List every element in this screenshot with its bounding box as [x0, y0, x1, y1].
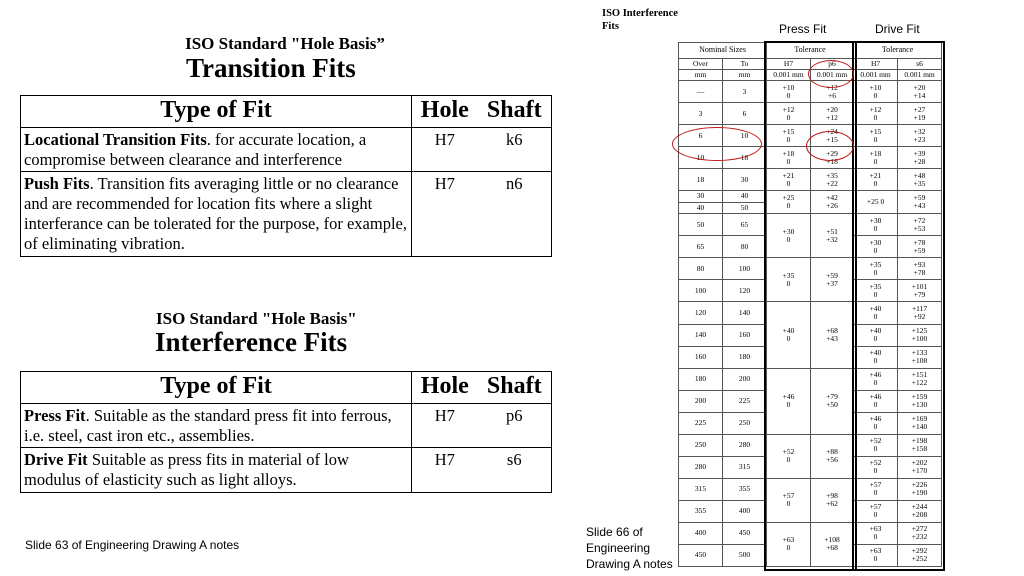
lower-deviation: 0	[786, 178, 791, 188]
upper-deviation: +25	[782, 193, 795, 203]
iso-title: ISO Interference Fits	[602, 8, 678, 32]
size-over: 280	[679, 456, 723, 478]
upper-deviation: +30	[869, 216, 882, 226]
hole-code: H7	[412, 448, 478, 493]
lower-deviation: 0	[786, 156, 791, 166]
lower-deviation: 0	[786, 400, 791, 410]
upper-deviation: +32	[913, 126, 926, 136]
lower-deviation: 0	[873, 112, 878, 122]
lower-deviation: +22	[826, 178, 838, 188]
transition-fits-table	[20, 95, 552, 257]
upper-deviation: +12	[826, 82, 838, 92]
size-over: 50	[679, 214, 723, 236]
lower-deviation: 0	[873, 134, 878, 144]
upper-deviation: +21	[782, 170, 795, 180]
lower-deviation: +28	[913, 156, 926, 166]
lower-deviation: +122	[911, 378, 928, 388]
lower-deviation: +79	[913, 289, 926, 299]
fit-desc-text: . Transition fits averaging little or no clearance and are recommended for location fits where a slight interferance can be tolerated for the purpose, for example, of eliminating vibration.	[24, 174, 407, 253]
upper-deviation: +46	[869, 392, 882, 402]
upper-deviation: +151	[911, 370, 928, 380]
size-over: 315	[679, 478, 723, 500]
upper-deviation: +57	[869, 502, 882, 512]
size-over: 450	[679, 544, 723, 566]
upper-deviation: +10	[782, 82, 795, 92]
size-to: 18	[723, 147, 767, 169]
lower-deviation: +92	[913, 311, 926, 321]
upper-deviation: +52	[869, 458, 882, 468]
size-over: 30	[679, 191, 723, 203]
fit-description	[21, 448, 412, 493]
col-header: Over	[679, 59, 723, 70]
upper-deviation: +52	[869, 436, 882, 446]
lower-deviation: +26	[826, 201, 838, 211]
upper-deviation: +59	[826, 271, 838, 281]
lower-deviation: +35	[913, 178, 926, 188]
shaft-code: k6	[478, 127, 552, 172]
transition-title: Transition Fits	[186, 53, 356, 83]
upper-deviation: +108	[824, 535, 840, 545]
lower-deviation: 0	[873, 488, 878, 498]
lower-deviation: 0	[786, 234, 791, 244]
lower-deviation: +252	[911, 554, 928, 564]
lower-deviation: +170	[911, 466, 928, 476]
lower-deviation: +78	[913, 267, 926, 277]
lower-deviation: 0	[873, 267, 878, 277]
upper-deviation: +35	[826, 170, 838, 180]
upper-deviation: +40	[869, 304, 882, 314]
size-over: 140	[679, 324, 723, 346]
size-to: 200	[723, 368, 767, 390]
upper-deviation: +27	[913, 104, 926, 114]
upper-deviation: +46	[869, 414, 882, 424]
hole-header: Hole	[412, 96, 478, 128]
size-to: 65	[723, 214, 767, 236]
lower-deviation: 0	[873, 311, 878, 321]
lower-deviation: +62	[826, 499, 838, 509]
size-to: 40	[723, 191, 767, 203]
col-header: To	[723, 59, 767, 70]
lower-deviation: +19	[913, 112, 926, 122]
lower-deviation: 0	[786, 455, 791, 465]
fit-name: Locational Transition Fits	[24, 129, 207, 149]
upper-deviation: +272	[911, 524, 928, 534]
lower-deviation: +23	[913, 134, 926, 144]
size-over: 225	[679, 412, 723, 434]
p6-header-circle	[808, 60, 854, 88]
size-over: 355	[679, 500, 723, 522]
upper-deviation: +98	[826, 491, 838, 501]
upper-deviation: +117	[911, 304, 928, 314]
drive-fit-column-box	[852, 41, 945, 571]
lower-deviation: 0	[786, 278, 791, 288]
upper-deviation: +125	[911, 326, 928, 336]
size-to: 140	[723, 302, 767, 324]
upper-deviation: +20	[826, 104, 838, 114]
lower-deviation: +59	[913, 245, 926, 255]
lower-deviation: 0	[786, 499, 791, 509]
lower-deviation: 0	[873, 223, 878, 233]
hole-code: H7	[412, 172, 478, 256]
upper-deviation: +202	[911, 458, 928, 468]
lower-deviation: 0	[873, 245, 878, 255]
lower-deviation: 0	[873, 90, 878, 100]
size-over: 3	[679, 103, 723, 125]
size-to: 225	[723, 390, 767, 412]
fit-desc-text: Suitable as press fits in material of low modulus of elasticity such as light alloys.	[24, 450, 349, 490]
upper-deviation: +101	[911, 282, 928, 292]
upper-deviation: +15	[782, 126, 795, 136]
lower-deviation: +190	[911, 488, 928, 498]
slide-63-note: Slide 63 of Engineering Drawing A notes	[25, 538, 240, 552]
size-over: —	[679, 81, 723, 103]
upper-deviation: +48	[913, 170, 926, 180]
upper-deviation: +42	[826, 193, 838, 203]
fit-desc-text: . Suitable as the standard press fit into ferrous, i.e. steel, cast iron etc., assemblies.	[24, 405, 392, 445]
lower-deviation: 0	[786, 334, 791, 343]
lower-deviation: +208	[911, 510, 928, 520]
size-over: 18	[679, 169, 723, 191]
shaft-code: p6	[478, 403, 552, 448]
interference-subtitle: ISO Standard "Hole Basis"	[156, 309, 357, 328]
size-to: 6	[723, 103, 767, 125]
upper-deviation: +10	[869, 82, 882, 92]
col-header: s6	[898, 59, 942, 70]
upper-deviation: +40	[869, 326, 882, 336]
fit-name: Push Fits	[24, 174, 90, 194]
transition-subtitle: ISO Standard "Hole Basis”	[185, 34, 385, 53]
upper-deviation: +30	[869, 238, 882, 248]
shaft-code: n6	[478, 172, 552, 256]
upper-deviation: +15	[869, 126, 882, 136]
size-to: 120	[723, 280, 767, 302]
upper-deviation: +292	[911, 546, 928, 556]
lower-deviation: +43	[913, 201, 926, 211]
lower-deviation: +14	[913, 90, 926, 100]
hole-header: Hole	[412, 372, 478, 404]
lower-deviation: +37	[826, 278, 838, 288]
upper-deviation: +59	[913, 193, 926, 203]
shaft-header: Shaft	[478, 96, 552, 128]
size-to: 280	[723, 434, 767, 456]
size-to: 500	[723, 544, 767, 566]
lower-deviation: +130	[911, 400, 928, 410]
upper-deviation: +79	[826, 392, 838, 402]
upper-deviation: +72	[913, 216, 926, 226]
size-to: 50	[723, 202, 767, 214]
lower-deviation: 0	[873, 554, 878, 564]
lower-deviation: 0	[873, 156, 878, 166]
fit-name: Press Fit	[24, 405, 86, 425]
lower-deviation: +53	[913, 223, 926, 233]
lower-deviation: 0	[873, 444, 878, 454]
lower-deviation: 0	[786, 201, 791, 211]
lower-deviation: +140	[911, 422, 928, 432]
lower-deviation: 0	[873, 532, 878, 542]
fit-description	[21, 127, 412, 172]
upper-deviation: +46	[782, 392, 795, 402]
lower-deviation: +6	[828, 90, 837, 100]
upper-deviation: +88	[826, 447, 838, 457]
lower-deviation: 0	[873, 466, 878, 476]
upper-deviation: +40	[869, 348, 882, 358]
lower-deviation: +50	[826, 400, 838, 410]
lower-deviation: 0	[786, 134, 791, 144]
lower-deviation: +15	[826, 134, 838, 144]
interference-title: Interference Fits	[155, 327, 348, 357]
upper-deviation: +12	[869, 104, 882, 114]
size-to: 100	[723, 258, 767, 280]
upper-deviation: +57	[782, 491, 795, 501]
upper-deviation: +46	[869, 370, 882, 380]
col-header: p6	[811, 59, 854, 70]
lower-deviation: +56	[826, 455, 838, 465]
lower-deviation: +108	[911, 356, 928, 366]
upper-deviation: +226	[911, 480, 928, 490]
lower-deviation: 0	[873, 289, 878, 299]
upper-deviation: +29	[826, 148, 838, 158]
lower-deviation: +232	[911, 532, 928, 542]
p6-6-10-circle	[806, 131, 854, 161]
size-over: 160	[679, 346, 723, 368]
col-header: H7	[767, 59, 811, 70]
upper-deviation: +35	[782, 271, 795, 281]
upper-deviation: +159	[911, 392, 928, 402]
lower-deviation: 0	[873, 510, 878, 520]
nominal-sizes-header: Nominal Sizes	[679, 43, 767, 59]
upper-deviation: +35	[869, 260, 882, 270]
col-header: H7	[854, 59, 898, 70]
upper-deviation: +57	[869, 480, 882, 490]
lower-deviation: 0	[873, 356, 878, 366]
upper-deviation: +18	[869, 148, 882, 158]
size-to: 315	[723, 456, 767, 478]
size-over: 40	[679, 202, 723, 214]
slide-66-note: Slide 66 of Engineering Drawing A notes	[586, 525, 673, 571]
size-to: 450	[723, 522, 767, 544]
lower-deviation: +68	[826, 543, 838, 553]
size-over: 120	[679, 302, 723, 324]
fit-desc-text: . for accurate location, a compromise between clearance and interference	[24, 129, 367, 169]
upper-deviation: +133	[911, 348, 928, 358]
lower-deviation: 0	[786, 90, 791, 100]
upper-deviation: +198	[911, 436, 928, 446]
upper-deviation: +35	[869, 282, 882, 292]
unit-label: 0.001 mm	[854, 70, 898, 81]
shaft-code: s6	[478, 448, 552, 493]
upper-deviation: +30	[782, 227, 795, 237]
interference-fits-table	[20, 371, 552, 493]
size-over: 400	[679, 522, 723, 544]
lower-deviation: +158	[911, 444, 928, 454]
type-of-fit-header: Type of Fit	[21, 372, 412, 404]
upper-deviation: +24	[826, 126, 838, 136]
lower-deviation: +12	[826, 112, 838, 122]
unit-label: 0.001 mm	[767, 70, 811, 81]
upper-deviation: +51	[826, 227, 838, 237]
drive-tolerance-header: Tolerance	[854, 43, 942, 59]
upper-deviation: +63	[869, 524, 882, 534]
unit-label: mm	[723, 70, 767, 81]
upper-deviation: +93	[913, 260, 926, 270]
hole-code: H7	[412, 127, 478, 172]
lower-deviation: 0	[873, 334, 878, 343]
unit-label: 0.001 mm	[811, 70, 854, 81]
lower-deviation: 0	[786, 112, 791, 122]
size-to: 80	[723, 236, 767, 258]
size-over: 80	[679, 258, 723, 280]
lower-deviation: 0	[873, 378, 878, 388]
size-to: 160	[723, 324, 767, 346]
size-over: 180	[679, 368, 723, 390]
shaft-header: Shaft	[478, 372, 552, 404]
lower-deviation: +18	[826, 156, 838, 166]
upper-deviation: +68	[826, 326, 838, 336]
size-to: 400	[723, 500, 767, 522]
lower-deviation: 0	[873, 178, 878, 188]
fit-description	[21, 403, 412, 448]
press-tolerance-header: Tolerance	[767, 43, 854, 59]
size-to: 180	[723, 346, 767, 368]
upper-deviation: +12	[782, 104, 795, 114]
upper-deviation: +78	[913, 238, 926, 248]
size-to: 250	[723, 412, 767, 434]
size-to: 3	[723, 81, 767, 103]
fit-name: Drive Fit	[24, 450, 88, 470]
press-fit-label: Press Fit	[779, 22, 827, 36]
lower-deviation: +43	[826, 334, 838, 343]
unit-label: mm	[679, 70, 723, 81]
fit-description	[21, 172, 412, 256]
size-to: 10	[723, 125, 767, 147]
upper-deviation: +244	[911, 502, 928, 512]
size-to: 355	[723, 478, 767, 500]
upper-deviation: +21	[869, 170, 882, 180]
size-over: 6	[679, 125, 723, 147]
size-over: 10	[679, 147, 723, 169]
size-6-10-circle	[672, 127, 762, 161]
lower-deviation: 0	[873, 400, 878, 410]
upper-deviation: +63	[869, 546, 882, 556]
drive-fit-label: Drive Fit	[875, 22, 920, 36]
upper-deviation: +52	[782, 447, 795, 457]
upper-deviation: +169	[911, 414, 928, 424]
lower-deviation: +100	[911, 334, 928, 343]
hole-code: H7	[412, 403, 478, 448]
size-over: 250	[679, 434, 723, 456]
size-over: 200	[679, 390, 723, 412]
size-to: 30	[723, 169, 767, 191]
lower-deviation: 0	[786, 543, 791, 553]
lower-deviation: 0	[873, 422, 878, 432]
upper-deviation: +18	[782, 148, 795, 158]
size-over: 100	[679, 280, 723, 302]
press-fit-column-box	[764, 41, 857, 571]
upper-deviation: +20	[913, 82, 926, 92]
upper-deviation: +40	[782, 326, 795, 336]
drive-h7-value: +25 0	[854, 191, 898, 214]
size-over: 65	[679, 236, 723, 258]
type-of-fit-header: Type of Fit	[21, 96, 412, 128]
lower-deviation: +32	[826, 234, 838, 244]
upper-deviation: +39	[913, 148, 926, 158]
upper-deviation: +63	[782, 535, 795, 545]
unit-label: 0.001 mm	[898, 70, 942, 81]
